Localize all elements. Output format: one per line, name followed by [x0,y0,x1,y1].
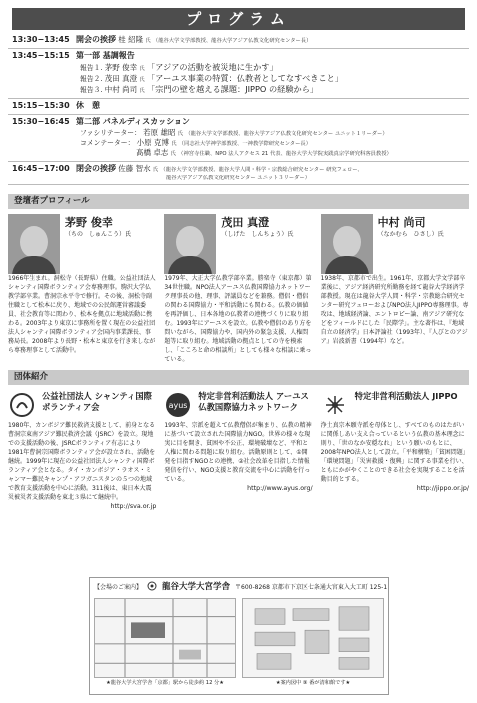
ryukoku-logo-icon [147,581,157,594]
affiliation: （龍谷大学文学部教授、龍谷大学人間・科学・宗教総合研究センター 研究フェロー、 [160,166,363,173]
schedule-heading: 閉会の挨拶 [76,163,116,173]
speaker-name: 茂田 真澄 [221,215,270,229]
report-label: 報告１. [80,63,103,72]
speaker-card [8,214,156,364]
venue-label: 【会場のご案内】 [94,583,143,591]
schedule-heading: 休 憩 [76,100,100,110]
org-card [164,391,312,512]
report-item [76,73,469,84]
affiliation: （龍谷大学文学部教授、龍谷大学アジア仏教文化研究センター長） [152,38,312,44]
org-url[interactable]: http://jippo.or.jp/ [416,484,469,492]
panel-member [76,128,469,138]
schedule-time: 15:15−15:30 [12,100,70,110]
panel-role: コメンテーター： [80,138,135,147]
venue-address: 〒600-8268 京都市下京区七条通大宮東入大工町 125-1 [235,583,388,591]
report-title: 「アーユス事業の特質：仏教者としてなすべきこと」 [146,73,344,84]
schedule-time: 15:30−16:45 [12,116,70,126]
svg-text:ayus: ayus [168,400,188,410]
schedule-time: 16:45−17:00 [12,163,70,173]
affiliation: （龍谷大学文学部教授、龍谷大学アジア仏教文化研究センター ユニット１リーダー） [185,130,388,137]
honorific: 氏 [139,65,145,72]
person-name: 茂田 真澄 [104,74,138,84]
person-name: 桂 紹隆 [118,35,144,44]
person-name: 佐藤 智水 [118,163,151,173]
org-url[interactable]: http://www.ayus.org/ [247,484,313,492]
person-name: 髙橋 卓志 [136,148,169,158]
schedule-time: 13:30−13:45 [12,35,70,44]
org-description: 1980年、カンボジア難民救済支援として、前身となる曹洞宗東南アジア難民救済会議（JSRC）を設立。現地での支援活動の後、JSRCボランティア有志により1981年曹洞宗国際ボランティア会が設立され、活動を継続。1999年に現在の公益社団法人シャンティ国際ボランティア会となる。タイ・カンボジア・ラオス・ミャンマー難民キャンプ・アフガニスタンの５つの地域で教育支援活動を中心に活動。311後は、東日本大震災被災者支援活動を東北３県にて継続中。 [8,421,156,501]
honorific: 氏 [170,151,176,158]
org-name: 特定非営利活動法人 アーユス仏教国際協力ネットワーク [198,390,309,412]
schedule [8,33,469,185]
report-item [76,62,469,73]
speaker-photo [164,214,216,274]
org-list [8,391,469,512]
speaker-name: 中村 尚司 [377,215,426,229]
program-title: プログラム [12,8,465,30]
speaker-bio: 1979年、大正大学仏教学部卒業。勝楽寺（東京都）第34世住職。NPO法人アーユス仏教国際協力ネットワーク理事長の他、理事、評議員などを兼務。僧侶・僧侶の関わる国際協力・平和活動にも関わる。仏教の価値を再評価し、日本各地の仏教者の連携づくりに取り組む。1993年にアーユスを設立。仏教や僧侶のあり方を問いながら、国際協力や、国内外の緊急支援、人権問題等に取り組む。地域活動の拠点としての寺を模索し、「こころと命の相談所」としても様々な相談に乗っている。 [164,274,312,363]
area-map [94,598,236,678]
honorific: 氏 [139,77,145,84]
speakers-heading: 登壇者プロフィール [8,194,469,209]
speaker-kana: （なかむら ひさし）氏 [377,230,444,238]
map-caption-right: ★案内図中 ⑨ 番が清和館です★ [275,680,351,687]
report-label: 報告２. [80,75,103,84]
honorific: 氏 [171,140,177,147]
person-name: 若原 雄昭 [143,127,176,137]
speaker-kana: （しげた しんちょう）氏 [221,230,294,238]
org-name: 特定非営利活動法人 JIPPO [354,390,458,401]
report-title: 「アジアの活動を被災地に生かす」 [146,61,278,72]
org-name: 公益社団法人 シャンティ国際ボランティア会 [42,390,152,412]
speaker-kana: （ちの しゅんこう）氏 [65,230,132,238]
speaker-card [164,214,312,364]
schedule-heading: 開会の挨拶 [76,35,116,44]
affiliation: （神宮寺住職、NPO 法人アクセス 21 代表、龍谷大学大学院実践真宗学研究科客員教授） [178,151,392,158]
schedule-heading: 第一部 基調報告 [76,50,135,60]
speaker-bio: 1938年、京都市で出生。1961年、京都大学文学部卒業後に、アジア経済研究所勤務を経て龍谷大学経済学部教授。現在は龍谷大学人間・科学・宗教総合研究センター研究フェローおよびNPO法人JIPPO専務理事。専攻は、地域経済論、エントロピー論、南アジア研究などをフィールドにした「民際学」。主な著作は、『地域自立の経済学』日本評論社（1993年）、『人びとのアジア』岩波新書（1994年）など。 [320,274,469,345]
report-title: 「宗門の壁を越える課題：JIPPO の経験から」 [146,84,319,95]
speaker-bio: 1966年生まれ。洞松寺（長野県）住職。公益社団法人シャンティ国際ボランティア会専務理事。駒沢大学仏教学部卒業。曹洞宗永平寺で修行。その後、洞松寺副住職として松本に戻り、地域での公民館運営審議委員、社会教育等に関わり、松本を拠点に地域活動に携わる。2003年より東京に事務所を置く現在の公益社団法人シャンティ国際ボランティア会国内事業課長、事務局長。2008年より長野・松本と東京を行き来しながら専務理事として活動中。 [8,274,156,354]
report-label: 報告３. [80,86,103,95]
person-name: 中村 尚司 [104,85,138,95]
panel-member [76,148,469,158]
ayus-logo-icon [164,391,192,419]
person-name: 茅野 俊幸 [104,62,138,72]
schedule-time: 13:45−15:15 [12,50,70,60]
org-card [8,391,156,512]
speaker-photo [321,214,373,274]
schedule-heading: 第二部 パネルディスカッション [76,116,190,126]
affiliation: （同志社大学神学部教授、一神教学際研究センター長） [178,140,311,147]
honorific: 氏 [152,166,159,173]
sva-logo-icon [8,391,36,419]
honorific: 氏 [139,88,145,95]
speaker-card [321,214,469,364]
panel-role: ファシリテーター： [80,128,141,137]
schedule-row-closing [8,162,469,185]
campus-map [242,598,384,678]
venue-name: 龍谷大学大宮学舎 [162,581,231,592]
org-description: 浄土真宗本願寺派を母体とし、すべてのものはたがいに関係しあい支え合っているという仏教の基本理念に則り、「世のなか安穏なれ」という願いのもとに、2008年NPO法人として設立。「平和構築」「貧困問題」「環境問題」「災害救援・復興」に関する事業を行い、ともにかがやくことのできる社会を実現することを活動目的とする。 [320,421,469,483]
org-description: 1993年、宗派を超えて仏教僧侶が集まり、仏教の精神に基づいて設立された国際協力NGO。世界の様々な現実に目を開き、貧困や不公正、環境破壊など、平和と人権に関わる問題に取り組む。活動原則として、①開発を目指すNGOとの連携、②社会改革を目指した情報発信を行い、NGO支援と教育交流を中心に活動を行っている。 [164,421,312,483]
org-url[interactable]: http://sva.or.jp [110,502,157,510]
honorific: 氏 [177,130,184,137]
affiliation: 龍谷大学アジア仏教文化研究センター ユニット３リーダー） [166,174,311,181]
report-item [76,84,469,95]
venue-box [89,577,389,695]
panel-member [76,138,469,148]
honorific: 氏 [145,38,151,44]
orgs-heading: 団体紹介 [8,370,469,385]
schedule-row-break [8,99,469,115]
speaker-name: 茅野 俊幸 [65,215,113,229]
schedule-row-panel [8,115,469,162]
schedule-row-opening [8,33,469,49]
org-card [321,391,469,512]
speaker-photo [8,214,60,274]
map-caption-left: ★龍谷大学大宮学舎「京都」駅から徒歩約 12 分★ [106,680,224,687]
jippo-logo-icon [321,391,349,419]
speaker-list [8,214,469,364]
person-name: 小原 克博 [136,137,169,147]
schedule-row-keynote [8,49,469,99]
